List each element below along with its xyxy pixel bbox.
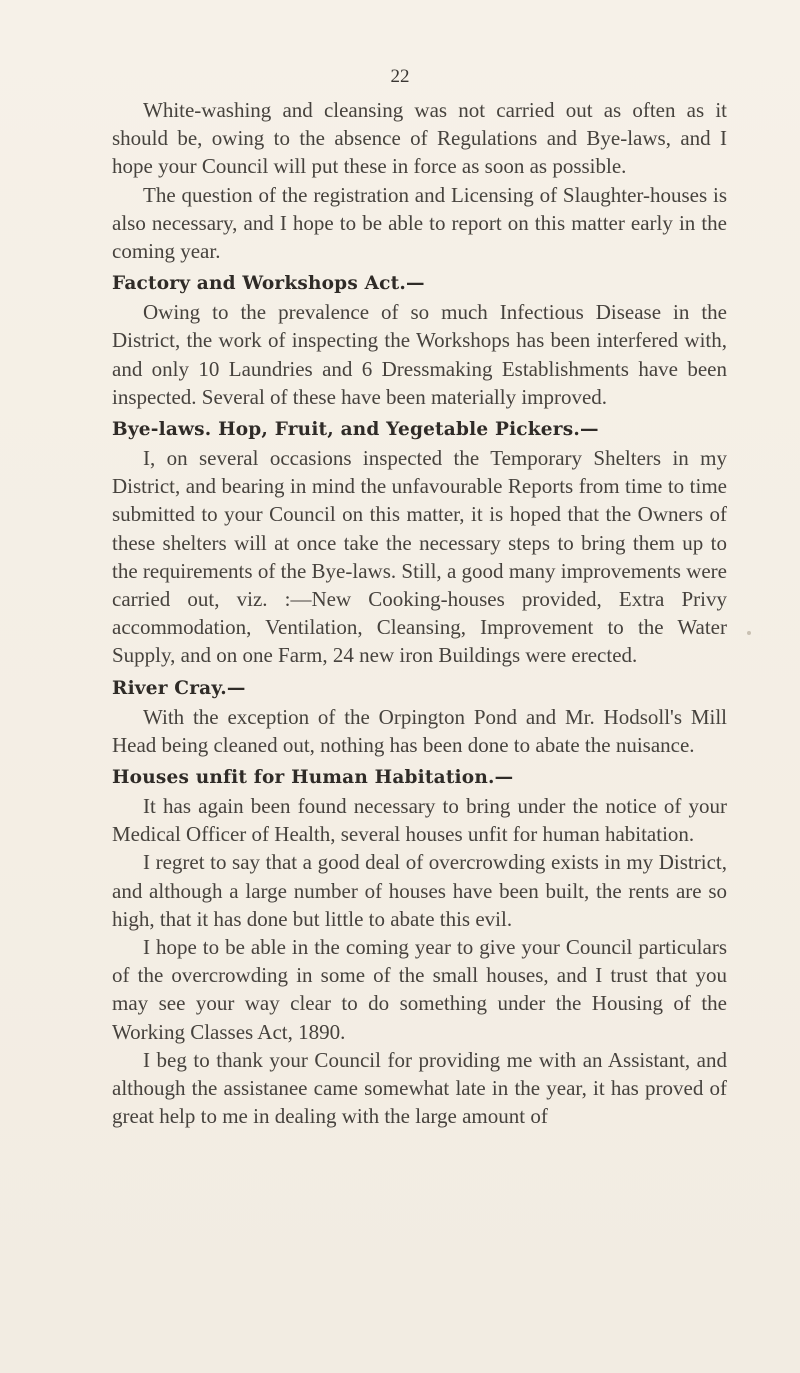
paragraph-housing-act: I hope to be able in the coming year to give your Council particulars of the overcrowding in some of the small houses, and I trust that you may see your way clear to do something under the Housing of the Working Classes Act, 1890. — [112, 935, 727, 1044]
paragraph-slaughterhouses: The question of the registration and Licensing of Slaughter-houses is also necessary, and I hope to be able to report on this matter early in the coming year. — [112, 182, 727, 264]
paragraph-whitewashing: White-washing and cleansing was not carried out as often as it should be, owing to the absence of Regulations and Bye-laws, and I hope your Council will put these in force as soon as possible. — [112, 98, 727, 179]
paragraph-river-cray: With the exception of the Orpington Pond and Mr. Hodsoll's Mill Head being cleaned out, nothing has been done to abate the nuisance. — [112, 704, 727, 757]
heading-bye-laws-pickers: Bye-laws. Hop, Fruit, and Yegetable Pickers.— — [112, 419, 599, 441]
paragraph-workshops: Owing to the prevalence of so much Infectious Disease in the District, the work of inspecting the Workshops has been interfered with, and only 10 Laundries and 6 Dressmaking Establishments have been inspected. Several of these have been materially improved. — [112, 300, 727, 409]
heading-factory-workshops: Factory and Workshops Act.— — [112, 273, 425, 295]
paragraph-houses-unfit: It has again been found necessary to bring under the notice of your Medical Officer of Health, several houses unfit for human habitation. — [112, 794, 727, 847]
paragraph-shelters: I, on several occasions inspected the Temporary Shelters in my District, and bearing in mind the unfavourable Reports from time to time submitted to your Council on this matter, it is hoped that the Owners of these shelters will at once take the necessary steps to bring them up to the requirements of the Bye-laws. Still, a good many improvements were carried out, viz. :—New Cooking-houses provided, Extra Privy accommodation, Ventilation, Cleansing, Improvement to the Water Supply, and on one Farm, 24 new iron Buildings were erected. — [112, 446, 727, 668]
page-number: 22 — [390, 66, 410, 87]
paragraph-overcrowding: I regret to say that a good deal of overcrowding exists in my District, and although a large number of houses have been built, the rents are so high, that it has done but little to abate this evil. — [112, 850, 727, 931]
heading-houses-unfit: Houses unfit for Human Habitation.— — [112, 767, 514, 789]
paragraph-assistant: I beg to thank your Council for providing me with an Assistant, and although the assistanee came somewhat late in the year, it has proved of great help to me in dealing with the large amount of — [112, 1047, 727, 1129]
paper-speck — [747, 631, 751, 635]
document-body — [112, 96, 727, 1131]
heading-river-cray: River Cray.— — [112, 677, 246, 699]
